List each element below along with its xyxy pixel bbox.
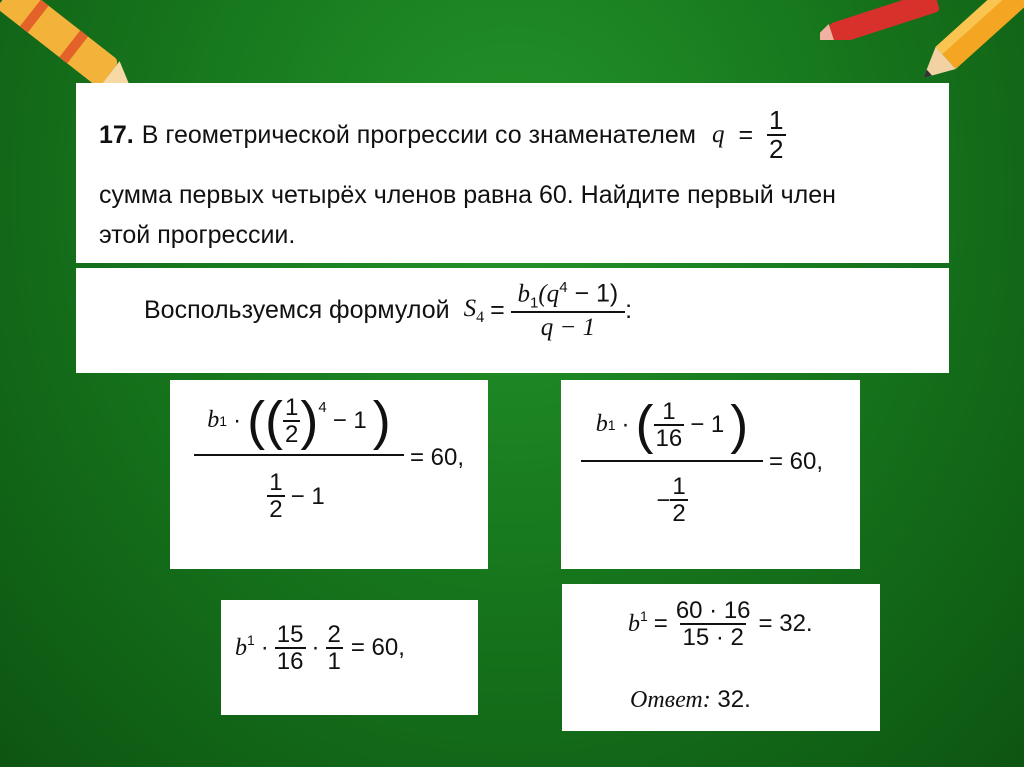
step1-card (170, 380, 488, 569)
step1-equation (194, 391, 465, 524)
step3-fraction-2: $\frac{2}{1}$ (327, 621, 341, 676)
formula-fraction: $\frac{b_1(q^4 - 1)}{q - 1}$ (511, 280, 625, 341)
step4-result: = 32. (758, 610, 813, 638)
step1-result: = 60, (410, 444, 465, 472)
step3-result: = 60, (350, 634, 405, 662)
answer-label: Ответ: (630, 687, 711, 713)
q-fraction: $\frac{1}{2}$ (769, 105, 784, 165)
step3-equation: b $^1$ · $\frac{15}{16}$ · $\frac{2}{1}$ = 60, (235, 621, 405, 676)
problem-text-3: этой прогрессии. (99, 221, 296, 249)
step4-equation: b $^1$ = $\frac{60 \cdot 16}{15 \cdot 2}$ = 32. (628, 598, 819, 650)
answer-value: 32. (717, 686, 751, 713)
formula-intro: Воспользуемся формулой (144, 296, 450, 325)
q-variable: q (711, 121, 725, 149)
problem-card (76, 83, 949, 263)
problem-line-1 (99, 107, 786, 164)
formula-card (76, 268, 949, 373)
step3-fraction-1: $\frac{15}{16}$ (276, 621, 304, 676)
q-equals: = (738, 120, 754, 149)
problem-text-2: сумма первых четырёх членов равна 60. Найдите первый член (99, 181, 836, 209)
problem-text-1: В геометрической прогрессии со знаменателем (141, 120, 696, 149)
step4-card (562, 584, 880, 731)
step1-fraction: b 1 · ( ( $\frac{1}{2}$ ) $^4$ − 1 ) $\frac{1}{2}$ − 1 (194, 394, 404, 522)
answer-line (630, 686, 751, 714)
step2-fraction: b 1 · ( $\frac{1}{16}$ − 1 ) − $\frac{1}{2}$ (581, 398, 763, 526)
step4-fraction: $\frac{60 \cdot 16}{15 \cdot 2}$ (675, 597, 751, 652)
formula-tail: : (625, 296, 633, 325)
step2-card (561, 380, 860, 569)
step3-card (221, 600, 478, 715)
formula-lhs: $S_4$ (463, 294, 485, 326)
step2-result: = 60, (769, 448, 824, 476)
step2-equation (581, 395, 824, 528)
problem-number: 17. (99, 120, 134, 149)
formula-line: Воспользуемся формулой $S_4$ = $\frac{b_1(q^4 - 1)}{q - 1}$ : (144, 279, 633, 342)
